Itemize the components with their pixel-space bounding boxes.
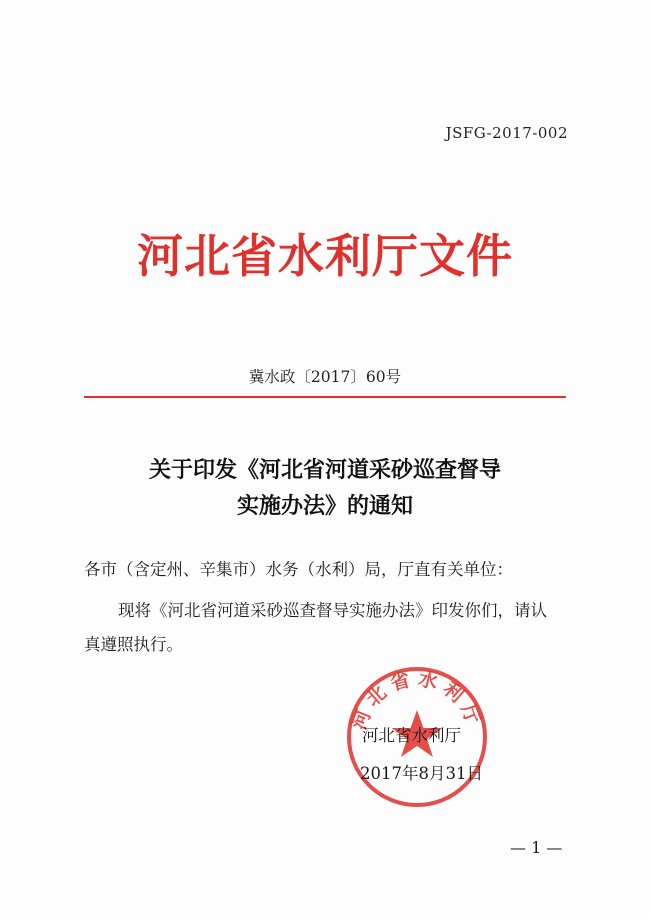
page-number: — 1 — <box>510 838 563 857</box>
body-paragraph <box>84 594 574 662</box>
issue-date: 2017年8月31日 <box>360 764 483 783</box>
body-line-2: 真遵照执行。 <box>84 635 183 654</box>
addressee: 各市（含定州、辛集市）水务（水利）局，厅直有关单位： <box>84 560 513 579</box>
notice-title-line-1: 关于印发《河北省河道采砂巡查督导 <box>148 457 501 483</box>
document-number: 冀水政〔2017〕60号 <box>248 368 402 386</box>
document-code: JSFG-2017-002 <box>445 124 568 142</box>
red-divider-line <box>84 396 566 398</box>
signing-authority: 河北省水利厅 <box>362 726 461 745</box>
notice-title-line-2: 实施办法》的通知 <box>236 493 413 519</box>
body-line-1: 现将《河北省河道采砂巡查督导实施办法》印发你们，请认 <box>118 601 547 620</box>
notice-title <box>0 452 650 524</box>
svg-text:河北省水利厅: 河北省水利厅 <box>348 667 486 733</box>
issuer-heading: 河北省水利厅文件 <box>137 229 513 283</box>
